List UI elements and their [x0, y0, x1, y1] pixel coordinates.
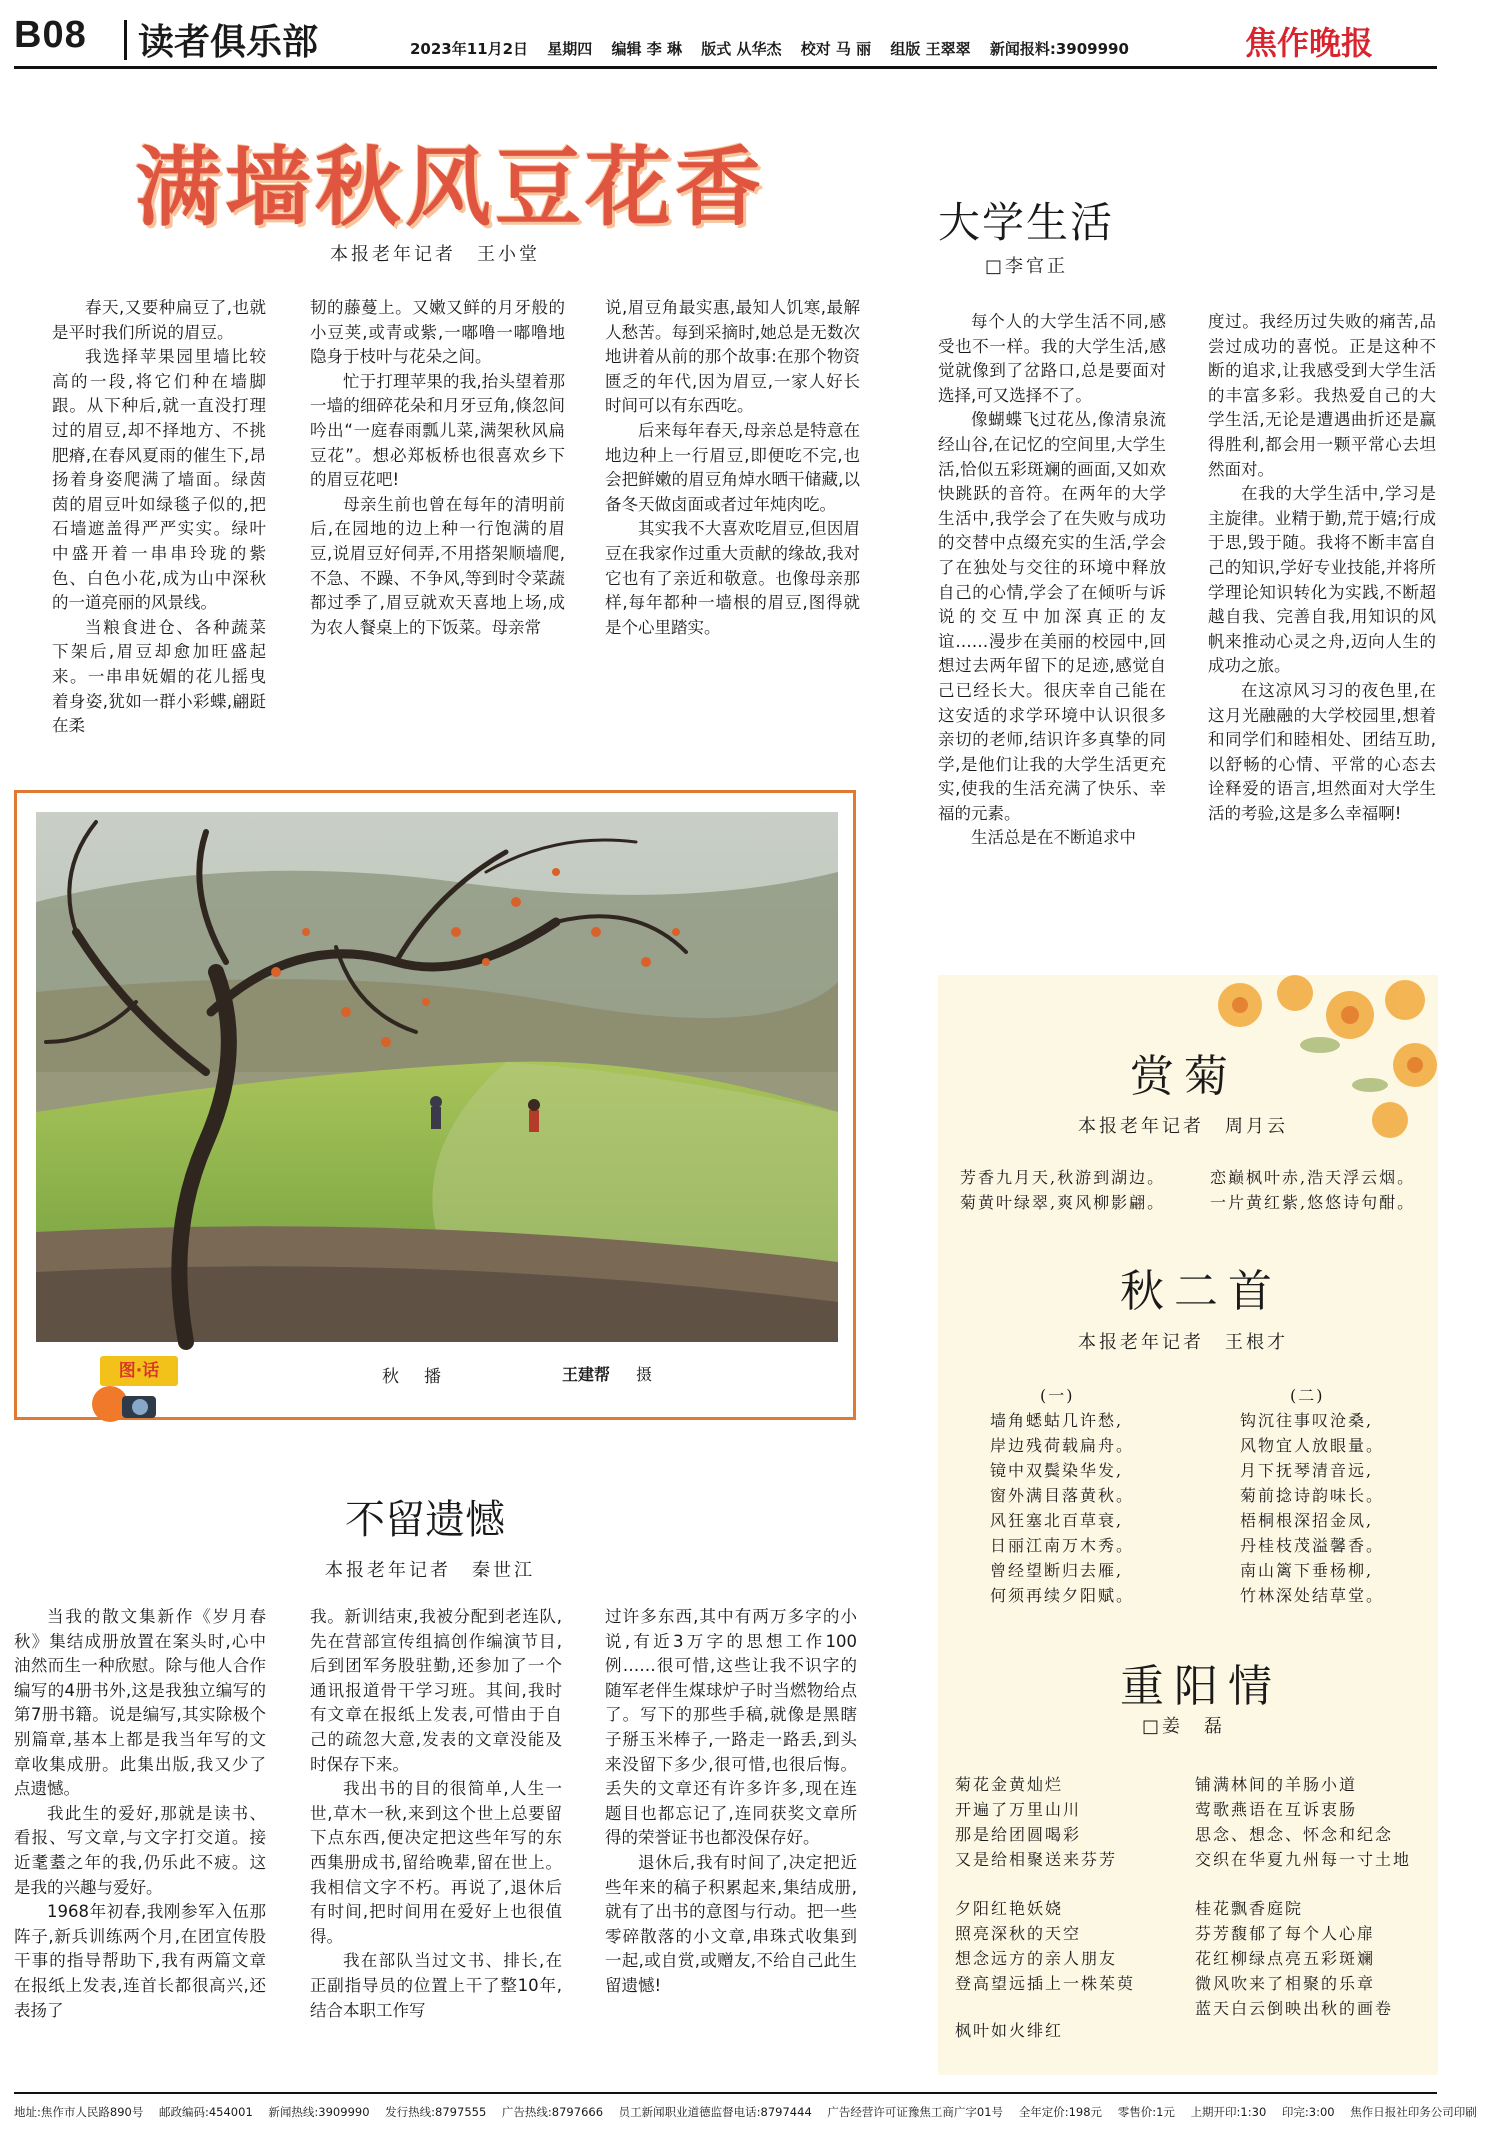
poem-line: 芬芳馥郁了每个人心扉 — [1195, 1924, 1376, 1943]
poem2-part1-label: (一) — [1040, 1386, 1075, 1405]
paragraph: 其实我不大喜欢吃眉豆,但因眉豆在我家作过重大贡献的缘故,我对它也有了亲近和敬意。也像母亲那样,每年都种一墙根的眉豆,图得就是个心里踏实。 — [605, 519, 860, 637]
poem-line: 恋巅枫叶赤,浩天浮云烟。 — [1210, 1168, 1416, 1187]
paragraph: 在我的大学生活中,学习是主旋律。业精于勤,荒于嬉;行成于思,毁于随。我将不断丰富自己的知识,学好专业技能,并将所学理论知识转化为实践,不断超越自我、完善自我,用知识的风帆来推动心灵之舟,迈向人生的成功之旅。 — [1208, 484, 1436, 676]
poem-line: 蓝天白云倒映出秋的画卷 — [1195, 1999, 1394, 2018]
poem-line: 何须再续夕阳赋。 — [990, 1586, 1135, 1605]
poem-line: 登高望远插上一株茱萸 — [955, 1974, 1136, 1993]
poem-line: 芳香九月天,秋游到湖边。 — [960, 1168, 1166, 1187]
poem3-stanza5 — [955, 2018, 1063, 2043]
poem-line: 菊前捻诗韵味长。 — [1240, 1486, 1385, 1505]
photo-caption: 秋 播 — [382, 1367, 445, 1387]
article3-byline: 本报老年记者 秦世江 — [325, 1560, 535, 1581]
article1-col2 — [310, 296, 565, 640]
section-title: 读者俱乐部 — [138, 22, 319, 63]
header-rule — [14, 66, 1437, 69]
article1-byline: 本报老年记者 王小堂 — [330, 244, 540, 265]
newspaper-logo: 焦作晚报 — [1245, 24, 1374, 62]
poem-line: 夕阳红艳妖娆 — [955, 1899, 1064, 1918]
paragraph: 当粮食进仓、各种蔬菜下架后,眉豆却愈加旺盛起来。一串串妩媚的花儿摇曳着身姿,犹如一群小彩蝶,翩跹在柔 — [52, 617, 266, 736]
footer-ad-hotline: 广告热线:8797666 — [501, 2105, 604, 2119]
article1-title: 满墙秋风豆花香 — [135, 138, 765, 238]
article3-title: 不留遗憾 — [345, 1497, 505, 1543]
paragraph: 1968年初春,我刚参军入伍那阵子,新兵训练两个月,在团宣传股干事的指导帮助下,我有两篇文章在报纸上发表,连首长都很高兴,还表扬了 — [14, 1902, 266, 2020]
poem-line: 菊花金黄灿烂 — [955, 1775, 1064, 1794]
photo-autumn-sowing — [36, 812, 838, 1342]
poem3-stanza3 — [955, 1896, 1135, 1996]
poem-line: 一片黄红紫,悠悠诗句酣。 — [1210, 1193, 1416, 1212]
paragraph: 我。新训结束,我被分配到老连队,先在营部宣传组搞创作编演节目,后到团军务股驻勤,还参加了一个通讯报道骨干学习班。其间,我时有文章在报纸上发表,可惜由于自己的疏忽大意,发表的文章没能及时保存下来。 — [310, 1607, 562, 1774]
poem-line: 枫叶如火绯红 — [955, 2021, 1064, 2040]
news-hotline: 新闻报料:3909990 — [989, 40, 1129, 58]
footer-rule — [14, 2092, 1437, 2094]
camera-mascot-icon — [82, 1382, 172, 1432]
article1-col1 — [52, 296, 266, 739]
poem-line: 想念远方的亲人朋友 — [955, 1949, 1118, 1968]
footer-retail-price: 零售价:1元 — [1117, 2105, 1175, 2119]
editor-credit: 编辑 李 琳 — [611, 40, 682, 58]
poem3-stanza2 — [1195, 1772, 1411, 1872]
poem-line: 月下抚琴清音远, — [1240, 1461, 1374, 1480]
article3-col3 — [605, 1605, 857, 1999]
poem-line: 风狂塞北百草衰, — [990, 1511, 1124, 1530]
poem1-right — [1210, 1165, 1415, 1215]
poem2-part1 — [990, 1408, 1134, 1608]
poem-line: 开遍了万里山川 — [955, 1800, 1082, 1819]
paragraph: 度过。我经历过失败的痛苦,品尝过成功的喜悦。正是这种不断的追求,让我感受到大学生活的丰富多彩。我热爱自己的大学生活,无论是遭遇曲折还是赢得胜利,都会用一颗平常心去坦然面对。 — [1208, 312, 1436, 479]
poem1-left — [960, 1165, 1165, 1215]
paragraph: 每个人的大学生活不同,感受也不一样。我的大学生活,感觉就像到了岔路口,总是要面对选择,可又选择不了。 — [938, 312, 1166, 405]
paragraph: 后来每年春天,母亲总是特意在地边种上一行眉豆,即便吃不完,也会把鲜嫩的眉豆角焯水晒干储藏,以备冬天做卤面或者过年炖肉吃。 — [605, 420, 860, 514]
poem3-byline: □姜 磊 — [1142, 1716, 1226, 1737]
poem2-part2 — [1240, 1408, 1384, 1608]
footer-distribution-hotline: 发行热线:8797555 — [385, 2105, 487, 2119]
poem-line: 那是给团圆喝彩 — [955, 1825, 1082, 1844]
issue-weekday: 星期四 — [547, 40, 593, 58]
footer-printer: 焦作日报社印务公司印刷 — [1350, 2105, 1477, 2119]
article1-col3 — [605, 296, 860, 640]
poem-line: 交织在华夏九州每一寸土地 — [1195, 1850, 1412, 1869]
paragraph: 我在部队当过文书、排长,在正副指导员的位置上干了整10年,结合本职工作写 — [310, 1951, 562, 2020]
photo-credit-name: 王建帮 — [562, 1365, 611, 1384]
proof-credit: 校对 马 丽 — [800, 40, 872, 58]
poem-line: 岸边残荷载扁舟。 — [990, 1436, 1135, 1455]
paragraph: 忙于打理苹果的我,抬头望着那一墙的细碎花朵和月牙豆角,倏忽间吟出“一庭春雨瓢儿菜,满架秋风扁豆花”。想必郑板桥也很喜欢乡下的眉豆花吧! — [310, 371, 565, 490]
poem-line: 又是给相聚送来芬芳 — [955, 1850, 1118, 1869]
poem-line: 莺歌燕语在互诉衷肠 — [1195, 1800, 1358, 1819]
group-credit: 组版 王翠翠 — [890, 40, 971, 58]
paragraph: 退休后,我有时间了,决定把近些年来的稿子积累起来,集结成册,就有了出书的意图与行动。把一些零碎散落的小文章,串珠式收集到一起,或自赏,或赠友,不给自己此生留遗憾! — [605, 1852, 857, 1995]
poem-line: 曾经望断归去雁, — [990, 1561, 1124, 1580]
poem-line: 丹桂枝茂溢馨香。 — [1240, 1536, 1385, 1555]
paragraph: 我此生的爱好,那就是读书、看报、写文章,与文字打交道。接近耄耋之年的我,仍乐此不疲。这是我的兴趣与爱好。 — [14, 1803, 266, 1897]
poem2-byline: 本报老年记者 王根才 — [1078, 1332, 1288, 1353]
poem-line: 思念、想念、怀念和纪念 — [1195, 1825, 1394, 1844]
poem-line: 日丽江南万木秀。 — [990, 1536, 1135, 1555]
paragraph: 生活总是在不断追求中 — [971, 828, 1136, 848]
paragraph: 像蝴蝶飞过花丛,像清泉流经山谷,在记忆的空间里,大学生活,恰似五彩斑斓的画面,又如欢快跳跃的音符。在两年的大学生活中,我学会了在失败与成功的交替中点缀充实的生活,学会了在独处与交往的环境中释放自己的心情,学会了在倾听与诉说的交互中加深真正的友谊……漫步在美丽的校园中,回想过去两年留下的足迹,感觉自己已经长大。很庆幸自己能在这安适的求学环境中认识很多亲切的老师,结识许多真挚的同学,是他们让我的大学生活更充实,使我的生活充满了快乐、幸福的元素。 — [938, 410, 1166, 823]
header-separator — [124, 20, 127, 60]
article3-col2 — [310, 1605, 562, 2023]
paragraph: 春天,又要种扁豆了,也就是平时我们所说的眉豆。 — [52, 298, 266, 342]
article2-title: 大学生活 — [938, 198, 1115, 247]
footer-postcode: 邮政编码:454001 — [158, 2105, 253, 2119]
poem2-title: 秋二首 — [1120, 1266, 1282, 1317]
poem1-title: 赏菊 — [1130, 1051, 1238, 1102]
paragraph: 我出书的目的很简单,人生一世,草木一秋,来到这个世上总要留下点东西,便决定把这些年写的东西集册成书,留给晚辈,留在世上。我相信文字不朽。再说了,退休后有时间,把时间用在爱好上也很值得。 — [310, 1779, 562, 1946]
poem-line: 竹林深处结草堂。 — [1240, 1586, 1385, 1605]
poem-line: 镜中双鬓染华发, — [990, 1461, 1124, 1480]
article2-col1 — [938, 310, 1166, 851]
poem-line: 花红柳绿点亮五彩斑斓 — [1195, 1949, 1376, 1968]
footer-ad-license: 广告经营许可证豫焦工商广字01号 — [827, 2105, 1004, 2119]
paragraph: 在这凉风习习的夜色里,在这月光融融的大学校园里,想着和同学们和睦相处、团结互助,以舒畅的心情、平常的心态去诠释爱的语言,坦然面对大学生活的考验,这是多么幸福啊! — [1208, 680, 1436, 823]
issue-date: 2023年11月2日 — [410, 40, 529, 58]
poem-line: 风物宜人放眼量。 — [1240, 1436, 1385, 1455]
photo-credit-suffix: 摄 — [636, 1365, 653, 1384]
article3-col1 — [14, 1605, 266, 2023]
poem-line: 窗外满目落黄秋。 — [990, 1486, 1135, 1505]
paragraph: 过许多东西,其中有两万多字的小说,有近3万字的思想工作100例……很可惜,这些让我不识字的随军老伴生煤球炉子时当燃物给点了。写下的那些手稿,就像是黑瞎子掰玉米棒子,一路走一路丢,到头来没留下多少,很可惜,也很后悔。丢失的文章还有许多许多,现在连题目也都忘记了,连同获奖文章所得的荣誉证书也都没保存好。 — [605, 1607, 857, 1848]
poem-line: 铺满林间的羊肠小道 — [1195, 1775, 1358, 1794]
poem-line: 微风吹来了相聚的乐章 — [1195, 1974, 1376, 1993]
footer-annual-price: 全年定价:198元 — [1018, 2105, 1103, 2119]
article2-byline: □李官正 — [985, 256, 1069, 277]
poem3-stanza1 — [955, 1772, 1117, 1872]
footer-print-start: 上期开印:1:30 — [1190, 2105, 1267, 2119]
paragraph: 韧的藤蔓上。又嫩又鲜的月牙般的小豆荚,或青或紫,一嘟噜一嘟噜地隐身于枝叶与花朵之间。 — [310, 298, 565, 367]
poem3-stanza4 — [1195, 1896, 1393, 2021]
poem-line: 墙角蟋蛄几许愁, — [990, 1411, 1124, 1430]
footer-print-end: 印完:3:00 — [1281, 2105, 1335, 2119]
layout-credit: 版式 从华杰 — [701, 40, 782, 58]
page-number: B08 — [14, 14, 87, 56]
poem-line: 梧桐根深招金凤, — [1240, 1511, 1374, 1530]
poem2-part2-label: (二) — [1290, 1386, 1325, 1405]
article2-col2 — [1208, 310, 1436, 826]
photo-badge: 图·话 — [100, 1356, 178, 1386]
paragraph: 我选择苹果园里墙比较高的一段,将它们种在墙脚跟。从下种后,就一直没打理过的眉豆,却不择地方、不挑肥瘠,在春风夏雨的催生下,昂扬着身姿爬满了墙面。绿茵茵的眉豆叶如绿毯子似的,把石墙遮盖得严严实实。绿叶中盛开着一串串玲珑的紫色、白色小花,成为山中深秋的一道亮丽的风景线。 — [52, 347, 266, 613]
poem-line: 钩沉往事叹沧桑, — [1240, 1411, 1374, 1430]
footer-news-hotline: 新闻热线:3909990 — [268, 2105, 370, 2119]
poem3-title: 重阳情 — [1120, 1661, 1282, 1712]
poem-line: 桂花飘香庭院 — [1195, 1899, 1304, 1918]
paragraph: 说,眉豆角最实惠,最知人饥寒,最解人愁苦。每到采摘时,她总是无数次地讲着从前的那个故事:在那个物资匮乏的年代,因为眉豆,一家人好长时间可以有东西吃。 — [605, 298, 860, 416]
poem-line: 南山篱下垂杨柳, — [1240, 1561, 1374, 1580]
header-meta — [410, 38, 1143, 59]
footer-ethics-phone: 员工新闻职业道德监督电话:8797444 — [618, 2105, 812, 2119]
paragraph: 当我的散文集新作《岁月春秋》集结成册放置在案头时,心中油然而生一种欣慰。除与他人合作编写的4册书外,这是我独立编写的第7册书籍。说是编写,其实除极个别篇章,基本上都是我当年写的文章收集成册。此集出版,我又少了点遗憾。 — [14, 1607, 266, 1799]
poem-line: 菊黄叶绿翠,爽风柳影翩。 — [960, 1193, 1166, 1212]
poem-line: 照亮深秋的天空 — [955, 1924, 1082, 1943]
paragraph: 母亲生前也曾在每年的清明前后,在园地的边上种一行饱满的眉豆,说眉豆好伺弄,不用搭架顺墙爬,不急、不躁、不争风,等到时令菜蔬都过季了,眉豆就欢天喜地上场,成为农人餐桌上的下饭菜。母亲常 — [310, 494, 565, 637]
footer-imprint — [14, 2104, 1489, 2120]
footer-address: 地址:焦作市人民路890号 — [14, 2105, 144, 2119]
poem1-byline: 本报老年记者 周月云 — [1078, 1116, 1288, 1137]
